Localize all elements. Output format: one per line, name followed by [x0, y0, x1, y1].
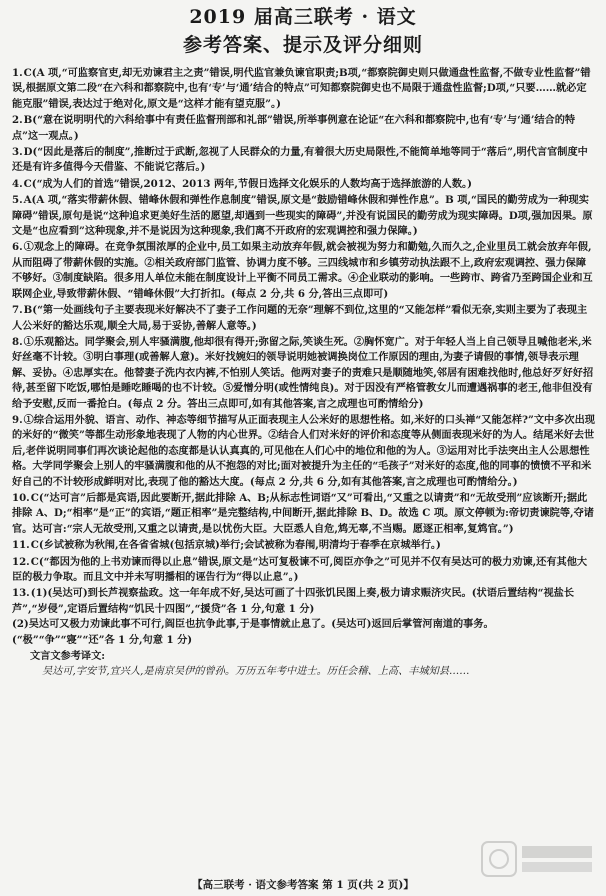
answer-item	[12, 113, 596, 144]
answer-item-text: C(“达可言”后都是宾语,因此要断开,据此排除 A、B;从标志性词语“又”可看出,“又重之以请责”和“无故受刑”应该断开;据此排除 A、D;“相率”是“正”的宾语,“题正相率”是完整结构,中间断开,据此排除 B、D。故选 C 项。原文停顿为:帝切责谏院等,夺诸官。达可言:“宗人无故受刑,又重之以请责,是以忧伤大臣。大臣悉人自危,鸩无辜,不当赐。愿逐正相率,复鸩官。”)	[12, 491, 594, 535]
answer-item	[12, 335, 596, 412]
answer-item	[12, 145, 596, 176]
answer-item-text: ①综合运用外貌、语言、动作、神态等细节描写从正面表现主人公米好的思想性格。如,米好的口头禅“又能怎样?”文中多次出现的米好的“微笑”等都生动形象地表现了人物的内心世界。②结合人们对米好的评价和态度等从侧面表现米好的为人。结尾米好去世后,老伴说明同事们再次谈论起他的态度都是认认真真的,可见他在人们心中的地位和他的为人。③运用对比手法突出主人公思想性格。大学同学聚会上别人的牢骚满腹和他的从不抱怨的对比;面对被提升为主任的“毛孩子”对米好的态度,他的同事的愤愤不平和米好自己的不计较形成鲜明对比,表现了他的豁达大度。(每点 2 分,共 6 分,如有其他答案,言之成理也可酌情给分。)	[12, 413, 595, 488]
answer-item-number: 4.	[12, 177, 23, 190]
answer-item-number: 6.	[12, 241, 23, 254]
answer-item-text: C(“成为人们的首选”错误,2012、2013 两年,节假日选择文化娱乐的人数均高于选择旅游的人数。)	[23, 177, 472, 190]
answer-item	[12, 538, 596, 553]
answer-item-number: 12.	[12, 555, 30, 568]
answer-item-number: 8.	[12, 335, 23, 348]
answer-item-text: B(“意在说明明代的六科给事中有责任监督刑部和礼部”错误,所举事例意在论证“在六科和都察院中,也有‘专’与‘通’结合的特点”这一观点。)	[12, 114, 576, 142]
page-subtitle: 参考答案、提示及评分细则	[182, 34, 423, 56]
answer-item	[12, 66, 596, 112]
answer-item-number: 3.	[12, 146, 23, 159]
answer-item-number: 11.	[12, 539, 30, 552]
watermark-logo	[480, 838, 600, 882]
answer-list	[12, 66, 596, 680]
answer-item-number: 1.	[12, 67, 23, 79]
answer-item-text: A(A 项,“落实带薪休假、错峰休假和弹性作息制度”错误,原文是“鼓励错峰休假和弹性作息”。B 项,“国民的勤劳成为一种现实障碍”错误,原句是说“这种追求更美好生活的愿望,却遇到一些现实的障碍”,并没有说国民的勤劳成为现实障碍。D项,强加因果。原文是“也应看到”这种现象,并不是说因为这种现象,我们离不开政府的宏观调控和强力保障。)	[12, 194, 593, 238]
answer-item	[12, 555, 596, 586]
answer-item-text: B(“第一处画线句子主要表现米好解决不了妻子工作问题的无奈”理解不到位,这里的“又能怎样”看似无奈,实则主要为了表现主人公米好的豁达乐观,顺全大局,易于妥协,善解人意等。)	[12, 304, 588, 332]
answer-item-text: C(乡试被称为秋闱,在各省省城(包括京城)举行;会试被称为春闱,明清均于春季在京城举行。)	[30, 539, 441, 552]
answer-item-text: C(“都因为他的上书劝谏而得以止息”错误,原文是“达可复极谏不可,阅臣亦争之”可见并不仅有吴达可的极力劝谏,还有其他大臣的极力争取。而且文中并未写明播相的诬告行为“得以止息”。)	[12, 555, 588, 583]
answer-item	[12, 491, 596, 537]
answer-item-number: 7.	[12, 304, 23, 317]
translation-heading: 文言文参考译文:	[30, 650, 106, 663]
answer-item-text: (1)(吴达可)到长芦视察盐政。这一年年成不好,吴达可画了十四张饥民图上奏,极力请求赈济灾民。(状语后置结构“视盐长芦”,“岁侵”,定语后置结构“饥民十四图”,“援贷”各 1 分,句意 1 分) (2)吴达可又极力劝谏此事不可行,阎臣也抗争此事,于是事情就止息了。(吴达可)返回后掌管河南道的事务。(“极”“争”“寝”“还”各 1 分,句意 1 分)	[12, 587, 575, 646]
answer-item-number: 2.	[12, 114, 23, 127]
answer-item-number: 5.	[12, 194, 23, 207]
answer-item-number: 10.	[12, 491, 30, 504]
page-title: 2019 届高三联考 · 语文	[189, 6, 417, 28]
answer-item-number: 13.	[12, 587, 30, 600]
answer-item-text: C(A 项,“可监察官吏,却无劝谏君主之责”错误,明代监官兼负谏官职责;B项,“都察院御史则只做通盘性监督,不做专业性监督”错误,根据原文第二段“在六科和都察院中,也有‘专’与‘通’结合的特点”可知都察院御史也不局限于通盘性监督;D项,“只要……就必定能克服”错误,表达过于绝对化,原文是“这样才能有望克服”。)	[12, 67, 591, 110]
answer-item-text: ①观念上的障碍。在竞争氛围浓厚的企业中,员工如果主动放弃年假,就会被视为努力和勤勉,久而久之,企业里员工就会放弃年假,从而阻碍了带薪休假的实施。②相关政府部门监管、协调力度不够。三四线城市和乡镇劳动执法跟不上,政府宏观调控、强力保障不够好。③制度缺陷。很多用人单位未能在制度设计上平衡不同员工需求。④企业联动的影响。一些跨市、跨省乃至跨国企业和互联网企业,导致带薪休假、“错峰休假”大打折扣。(每点 2 分,共 6 分,答出三点即可)	[12, 241, 593, 300]
answer-item-text: ①乐观豁达。同学聚会,别人牢骚满腹,他却很有得开;弥留之际,笑谈生死。②胸怀宽广。对于年轻人当上自己领导且喊他老米,米好丝毫不计较。③明白事理(或善解人意)。米好找婉妇的领导说明她被调换岗位工作原因的理由,为妻子请假的事情,领导表示理解、妥协。④忠厚实在。他替妻子洗内衣内裤,不怕别人笑话。他两对妻子的责难只是顺随地笑,邻居有困难找他时,他总好歹好好招待,甚至留下吃饭,哪怕是睡吃睡喝的也不计较。⑤爱憎分明(或性情纯良)。对于因没有严格管教女儿而遭遇祸事的老王,他非但没有给予安慰,反而一番抢白。(每点 2 分。答出三点即可,如有其他答案,言之成理也可酌情给分)	[12, 335, 594, 410]
answer-item	[12, 240, 596, 302]
page-footer: 【高三联考 · 语文参考答案 第 1 页(共 2 页)】	[192, 879, 414, 891]
answer-item	[12, 303, 596, 334]
answer-item	[12, 413, 596, 490]
answer-item	[12, 193, 596, 239]
answer-item-text: D(“因此是落后的制度”,推断过于武断,忽视了人民群众的力量,有着很大历史局限性,不能简单地等同于“落后”,明代言官制度中还是有许多值得今天借鉴、不能说它落后。)	[12, 146, 588, 174]
answer-item	[12, 177, 596, 192]
translation-body: 吴达可,字安节,宜兴人,是南京吴伊的曾孙。万历五年考中进士。历任会稽、上高、丰城知县……	[42, 666, 470, 678]
answer-item-number: 9.	[12, 413, 23, 426]
answer-item	[12, 586, 596, 648]
